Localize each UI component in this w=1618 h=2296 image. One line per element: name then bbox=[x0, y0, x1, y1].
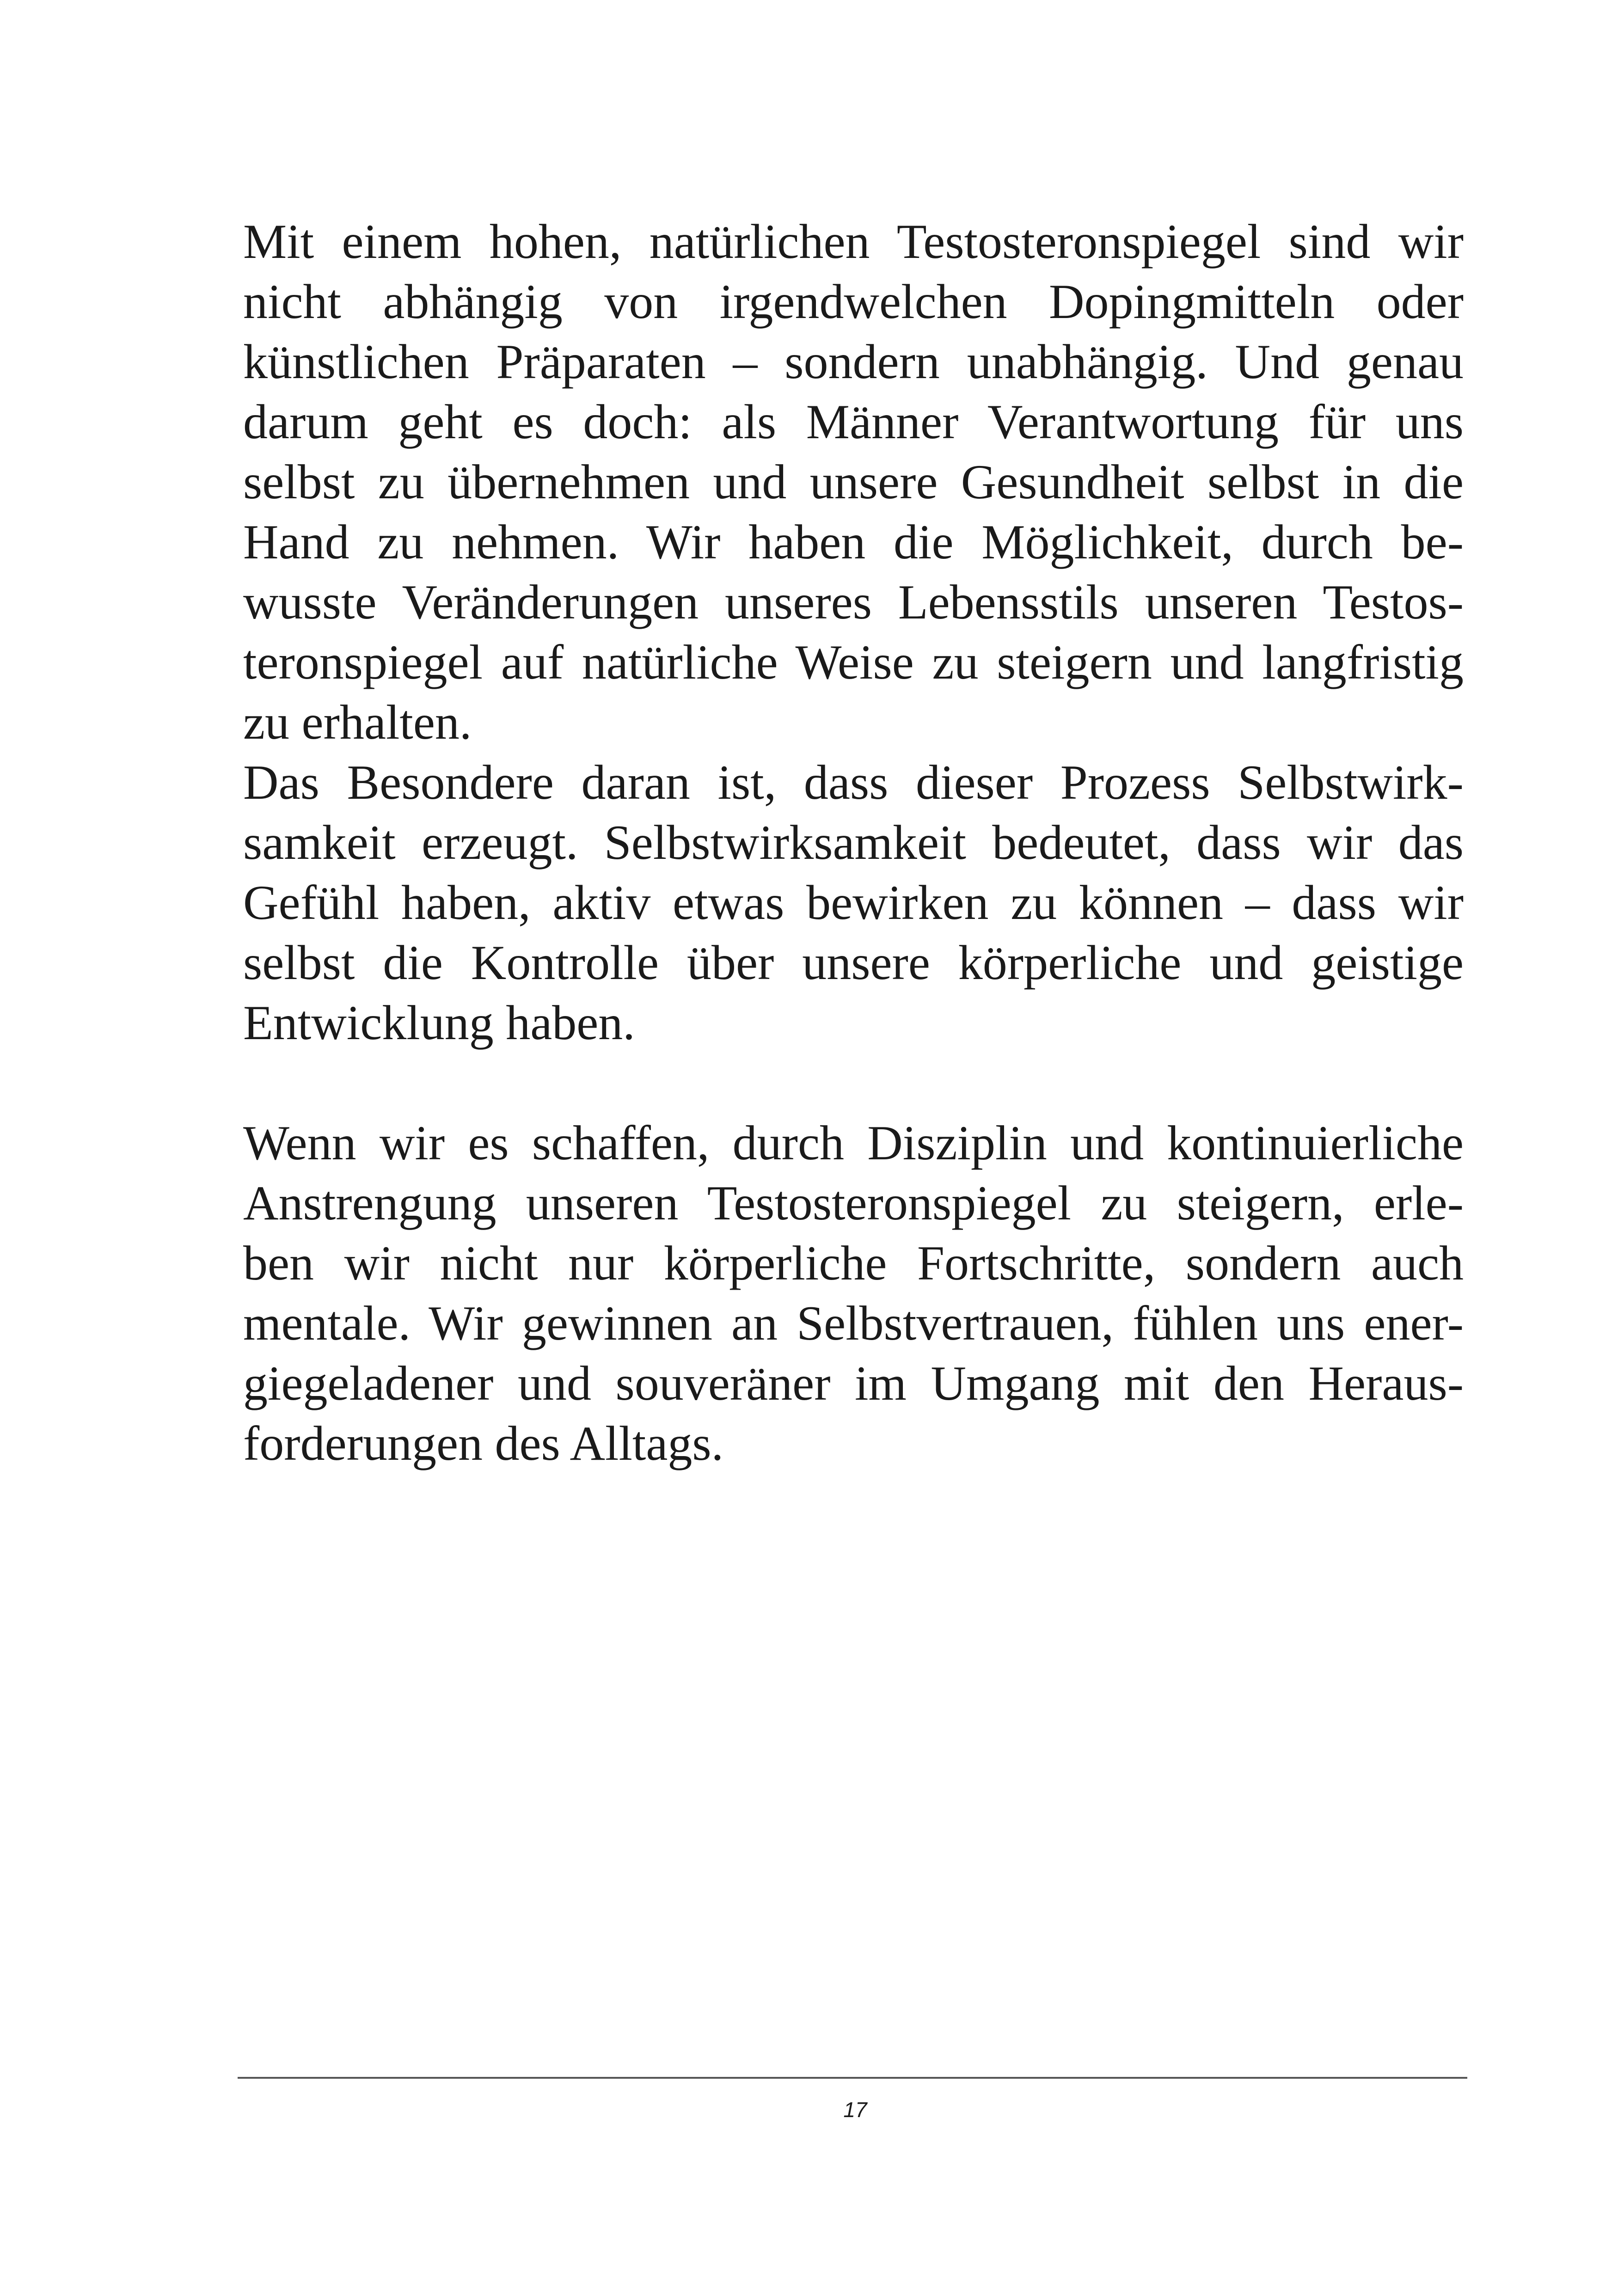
text-line: Das Besondere daran ist, dass dieser Prozess Selbstwirk- bbox=[243, 755, 1464, 809]
body-text bbox=[243, 212, 1464, 1474]
text-line: Wenn wir es schaffen, durch Disziplin und kontinuierliche bbox=[243, 1116, 1464, 1170]
text-line: giegeladener und souveräner im Umgang mit den Heraus- bbox=[243, 1356, 1464, 1410]
paragraph-spacer bbox=[243, 1053, 1464, 1113]
text-line: ben wir nicht nur körperliche Fortschritte, sondern auch bbox=[243, 1236, 1464, 1290]
paragraph-3 bbox=[243, 1113, 1464, 1474]
text-line: Mit einem hohen, natürlichen Testosteronspiegel sind wir bbox=[243, 214, 1464, 269]
paragraph-2 bbox=[243, 753, 1464, 1053]
footer-divider bbox=[238, 2077, 1467, 2079]
text-line: künstlichen Präparaten – sondern unabhängig. Und genau bbox=[243, 335, 1464, 389]
page-number: 17 bbox=[843, 2098, 867, 2122]
text-line: teronspiegel auf natürliche Weise zu steigern und langfristig bbox=[243, 635, 1464, 689]
text-line: Gefühl haben, aktiv etwas bewirken zu können – dass wir bbox=[243, 876, 1464, 930]
text-line: mentale. Wir gewinnen an Selbstvertrauen, fühlen uns ener- bbox=[243, 1296, 1464, 1350]
text-line: zu erhalten. bbox=[243, 695, 472, 749]
text-line: selbst zu übernehmen und unsere Gesundheit selbst in die bbox=[243, 455, 1464, 509]
text-line: nicht abhängig von irgendwelchen Dopingmitteln oder bbox=[243, 275, 1464, 329]
paragraph-1 bbox=[243, 212, 1464, 753]
text-line: forderungen des Alltags. bbox=[243, 1416, 724, 1470]
text-line: wusste Veränderungen unseres Lebensstils unseren Testos- bbox=[243, 575, 1464, 629]
text-line: samkeit erzeugt. Selbstwirksamkeit bedeutet, dass wir das bbox=[243, 815, 1464, 869]
text-line: Entwicklung haben. bbox=[243, 996, 635, 1050]
text-line: Anstrengung unseren Testosteronspiegel zu steigern, erle- bbox=[243, 1176, 1464, 1230]
text-line: darum geht es doch: als Männer Verantwortung für uns bbox=[243, 395, 1464, 449]
text-line: selbst die Kontrolle über unsere körperliche und geistige bbox=[243, 936, 1464, 990]
text-line: Hand zu nehmen. Wir haben die Möglichkeit, durch be- bbox=[243, 515, 1464, 569]
